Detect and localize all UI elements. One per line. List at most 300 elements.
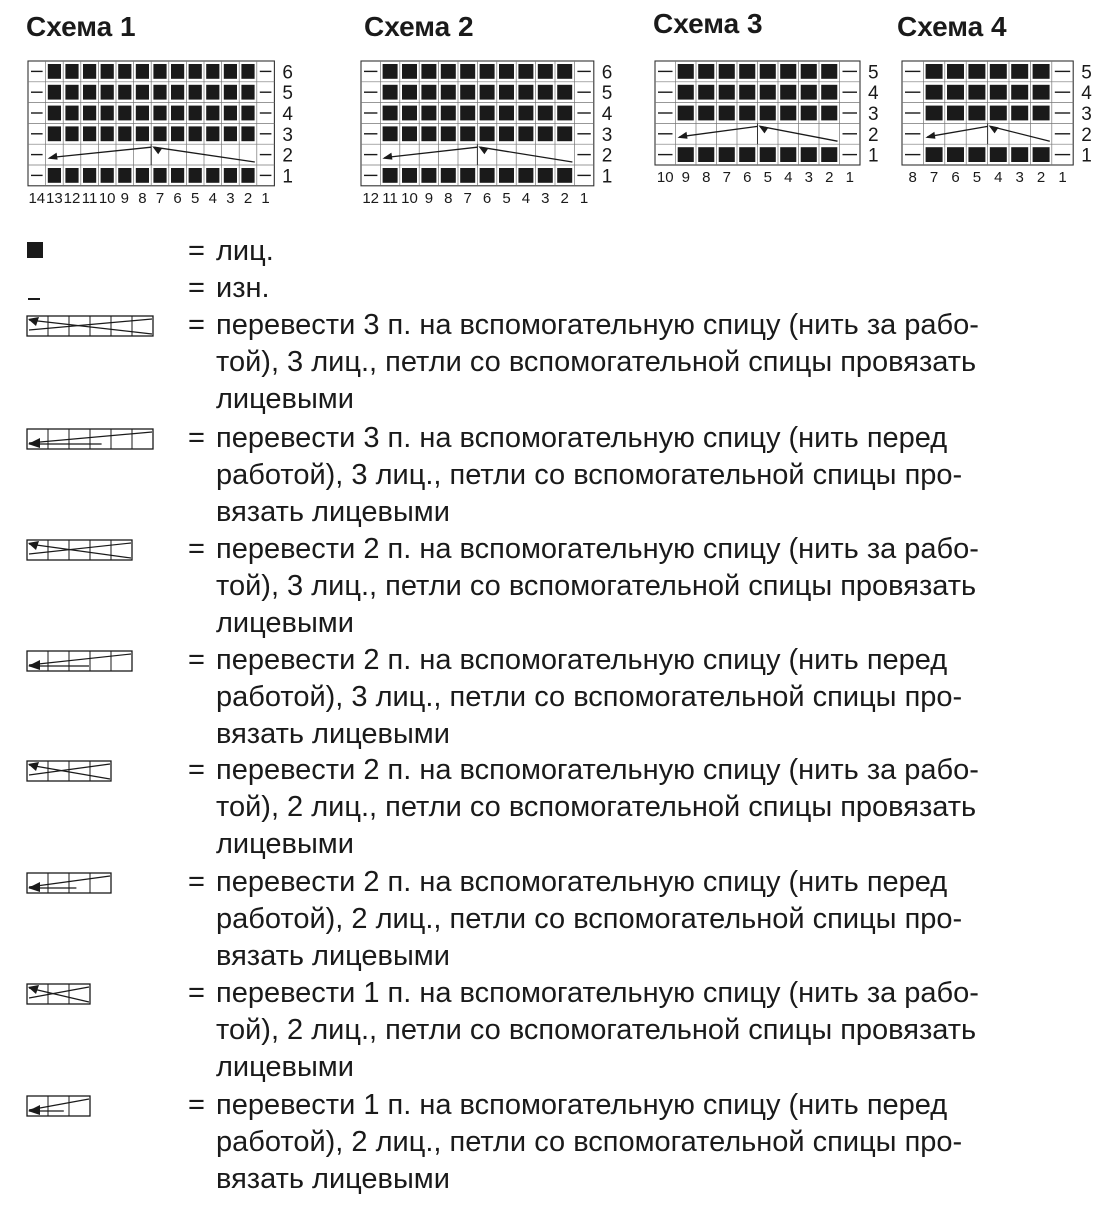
- knit-stitch: [801, 106, 817, 121]
- legend-description: [216, 270, 1100, 307]
- knit-stitch: [460, 126, 475, 141]
- knit-stitch: [926, 64, 943, 79]
- knit-stitch: [402, 168, 417, 183]
- legend-line: вязать лицевыми: [216, 1163, 450, 1195]
- knit-stitch: [557, 168, 572, 183]
- knit-stitch: [136, 85, 149, 100]
- cable-back-symbol-icon: [26, 983, 93, 1007]
- column-label: 6: [482, 189, 492, 207]
- legend-equals: =: [188, 235, 205, 267]
- knit-stitch: [1011, 147, 1028, 162]
- knit-stitch: [926, 106, 943, 121]
- knit-stitch: [189, 168, 202, 183]
- knit-stitch: [538, 168, 553, 183]
- knit-stitch: [224, 168, 237, 183]
- knit-stitch: [1033, 64, 1050, 79]
- knit-stitch: [678, 106, 694, 121]
- row-label: 6: [282, 62, 293, 84]
- legend-line: работой), 2 лиц., петли со вспомогательной спицы про-: [216, 1126, 963, 1158]
- legend-line: вязать лицевыми: [216, 496, 450, 528]
- knit-stitch: [947, 106, 964, 121]
- knit-stitch: [780, 64, 796, 79]
- legend-line: перевести 2 п. на вспомогательную спицу (нить перед: [216, 866, 948, 898]
- column-label: 12: [362, 189, 380, 207]
- column-label: 7: [463, 189, 472, 207]
- knit-stitch: [557, 64, 572, 79]
- cable-front-symbol-icon: [26, 650, 135, 674]
- legend-line: перевести 3 п. на вспомогательную спицу (нить за рабо-: [216, 309, 979, 341]
- row-label: 2: [282, 145, 293, 167]
- knit-stitch: [189, 64, 202, 79]
- knit-stitch: [1011, 85, 1028, 100]
- legend-equals: =: [188, 309, 205, 341]
- row-label: 4: [1081, 83, 1092, 105]
- knit-stitch: [780, 106, 796, 121]
- legend-description: [216, 420, 1100, 531]
- legend-line: той), 2 лиц., петли со вспомогательной спицы провязать: [216, 1014, 977, 1046]
- knit-stitch: [65, 106, 78, 121]
- column-label: 2: [560, 189, 569, 207]
- knit-stitch: [118, 106, 131, 121]
- knit-stitch: [224, 106, 237, 121]
- knit-stitch: [719, 147, 735, 162]
- knit-stitch: [421, 168, 436, 183]
- knit-stitch: [990, 106, 1007, 121]
- knit-stitch: [821, 147, 837, 162]
- legend-row: [26, 642, 1100, 753]
- knit-stitch: [480, 168, 495, 183]
- knit-stitch: [189, 126, 202, 141]
- knit-stitch: [241, 85, 254, 100]
- knit-stitch: [421, 126, 436, 141]
- knit-stitch: [171, 106, 184, 121]
- knit-square: [27, 242, 43, 258]
- column-label: 6: [173, 189, 182, 207]
- knit-stitch: [968, 106, 985, 121]
- legend-equals: =: [188, 272, 205, 304]
- legend-equals: =: [188, 644, 205, 676]
- knit-stitch: [224, 64, 237, 79]
- column-label: 7: [722, 169, 731, 186]
- knit-stitch: [1033, 106, 1050, 121]
- knit-stitch: [480, 126, 495, 141]
- row-label: 3: [282, 124, 293, 146]
- knit-stitch: [153, 126, 166, 141]
- knit-stitch: [48, 106, 61, 121]
- knit-stitch: [947, 64, 964, 79]
- column-label: 14: [28, 189, 46, 207]
- knit-stitch: [402, 106, 417, 121]
- knit-stitch: [926, 147, 943, 162]
- row-label: 2: [1081, 124, 1092, 146]
- knit-stitch: [383, 85, 398, 100]
- column-label: 8: [702, 169, 711, 186]
- row-label: 2: [601, 145, 613, 167]
- legend-row: [26, 975, 1100, 1086]
- row-label: 5: [601, 83, 613, 105]
- knit-stitch: [698, 106, 714, 121]
- legend-line: работой), 2 лиц., петли со вспомогательной спицы про-: [216, 903, 963, 935]
- knit-stitch: [678, 85, 694, 100]
- column-label: 12: [63, 189, 81, 207]
- legend-line: изн.: [216, 272, 270, 304]
- column-label: 8: [138, 189, 147, 207]
- row-label: 4: [282, 104, 293, 125]
- row-label: 5: [1081, 62, 1092, 84]
- knit-stitch: [171, 126, 184, 141]
- knit-symbol-icon: [26, 241, 46, 261]
- knit-stitch: [383, 106, 398, 121]
- cable-front-symbol-icon: [26, 1095, 93, 1119]
- scheme-1-title: Схема 1: [26, 11, 136, 42]
- knit-stitch: [719, 64, 735, 79]
- column-label: 3: [541, 189, 550, 207]
- knit-stitch: [383, 168, 398, 183]
- knit-stitch: [760, 64, 776, 79]
- knit-stitch: [153, 64, 166, 79]
- knit-stitch: [224, 85, 237, 100]
- row-label: 3: [601, 124, 613, 146]
- cable-box: [27, 540, 132, 560]
- column-label: 7: [155, 189, 165, 207]
- knit-stitch: [206, 64, 219, 79]
- row-label: 4: [868, 83, 879, 105]
- knit-stitch: [206, 85, 219, 100]
- knit-stitch: [698, 85, 714, 100]
- knit-stitch: [383, 126, 398, 141]
- legend-equals: =: [188, 866, 205, 898]
- knit-stitch: [206, 168, 219, 183]
- knit-stitch: [441, 126, 456, 141]
- column-label: 5: [972, 169, 982, 186]
- knit-stitch: [65, 85, 78, 100]
- knit-stitch: [538, 64, 553, 79]
- knit-stitch: [719, 106, 735, 121]
- knit-stitch: [947, 147, 964, 162]
- legend-line: той), 3 лиц., петли со вспомогательной спицы провязать: [216, 570, 977, 602]
- legend-row: [26, 307, 1100, 418]
- knit-stitch: [990, 147, 1007, 162]
- column-label: 11: [81, 189, 98, 207]
- knit-stitch: [441, 106, 456, 121]
- row-label: 2: [868, 124, 879, 146]
- column-label: 1: [579, 189, 589, 207]
- knit-stitch: [698, 64, 714, 79]
- legend-line: перевести 3 п. на вспомогательную спицу (нить перед: [216, 422, 948, 454]
- column-label: 5: [763, 169, 772, 186]
- knit-stitch: [557, 126, 572, 141]
- column-label: 10: [401, 189, 418, 207]
- knit-stitch: [460, 85, 475, 100]
- knit-stitch: [48, 64, 61, 79]
- knit-stitch: [518, 64, 533, 79]
- row-label: 5: [868, 62, 879, 84]
- cable-back-symbol-icon: [26, 539, 135, 563]
- row-label: 3: [1081, 104, 1092, 125]
- legend-equals: =: [188, 977, 205, 1009]
- knit-stitch: [557, 85, 572, 100]
- cable-back-symbol-icon: [26, 315, 156, 339]
- column-label: 9: [120, 189, 129, 207]
- legend-row: [26, 233, 1100, 270]
- knit-stitch: [947, 85, 964, 100]
- legend-description: [216, 975, 1100, 1086]
- legend-row: [26, 420, 1100, 531]
- legend-description: [216, 752, 1100, 863]
- knit-stitch: [1011, 64, 1028, 79]
- column-label: 4: [521, 189, 531, 207]
- knit-stitch: [153, 106, 166, 121]
- purl-symbol-icon: [26, 274, 46, 304]
- column-label: 4: [208, 189, 217, 207]
- cable-back-symbol-icon: [26, 760, 114, 784]
- knit-stitch: [101, 85, 114, 100]
- knit-stitch: [241, 106, 254, 121]
- knit-stitch: [65, 64, 78, 79]
- legend-line: работой), 3 лиц., петли со вспомогательной спицы про-: [216, 681, 963, 713]
- cable-front-symbol-icon: [26, 872, 114, 896]
- knit-stitch: [83, 64, 96, 79]
- knit-stitch: [171, 168, 184, 183]
- knit-stitch: [136, 64, 149, 79]
- column-label: 9: [424, 189, 434, 207]
- knit-stitch: [136, 126, 149, 141]
- knit-stitch: [402, 126, 417, 141]
- legend-row: [26, 270, 1100, 307]
- column-label: 4: [784, 169, 793, 186]
- knit-stitch: [65, 126, 78, 141]
- column-label: 10: [98, 189, 116, 207]
- knit-stitch: [968, 85, 985, 100]
- knit-stitch: [538, 106, 553, 121]
- legend-line: лицевыми: [216, 607, 354, 639]
- knit-stitch: [499, 126, 514, 141]
- knit-stitch: [739, 147, 755, 162]
- legend-equals: =: [188, 533, 205, 565]
- knit-stitch: [499, 106, 514, 121]
- row-label: 3: [868, 104, 879, 125]
- legend-line: перевести 1 п. на вспомогательную спицу (нить за рабо-: [216, 977, 979, 1009]
- knit-stitch: [801, 147, 817, 162]
- legend-line: лицевыми: [216, 1051, 354, 1083]
- knit-stitch: [118, 85, 131, 100]
- legend-equals: =: [188, 422, 205, 454]
- cable-front-symbol-icon: [26, 428, 156, 452]
- legend-line: перевести 1 п. на вспомогательную спицу (нить перед: [216, 1089, 948, 1121]
- knit-stitch: [739, 64, 755, 79]
- knit-stitch: [101, 64, 114, 79]
- knit-stitch: [83, 126, 96, 141]
- knit-stitch: [241, 168, 254, 183]
- knit-stitch: [518, 85, 533, 100]
- knit-stitch: [538, 85, 553, 100]
- knit-stitch: [48, 85, 61, 100]
- knit-stitch: [499, 85, 514, 100]
- column-label: 5: [191, 189, 200, 207]
- column-label: 2: [243, 189, 253, 207]
- column-label: 3: [226, 189, 235, 207]
- knit-stitch: [206, 126, 219, 141]
- knit-stitch: [118, 64, 131, 79]
- knit-stitch: [460, 106, 475, 121]
- knit-stitch: [557, 106, 572, 121]
- row-label: 1: [1081, 145, 1092, 167]
- knit-stitch: [518, 106, 533, 121]
- legend-equals: =: [188, 754, 205, 786]
- knit-stitch: [441, 168, 456, 183]
- column-label: 3: [804, 169, 813, 186]
- column-label: 7: [929, 169, 939, 186]
- knit-stitch: [153, 168, 166, 183]
- knit-stitch: [224, 126, 237, 141]
- knit-stitch: [48, 126, 61, 141]
- knit-stitch: [460, 64, 475, 79]
- column-label: 2: [825, 169, 834, 186]
- knit-stitch: [460, 168, 475, 183]
- legend-line: той), 3 лиц., петли со вспомогательной спицы провязать: [216, 346, 977, 378]
- knit-stitch: [136, 168, 149, 183]
- legend-line: перевести 2 п. на вспомогательную спицу (нить перед: [216, 644, 948, 676]
- legend-row: [26, 864, 1100, 975]
- knit-stitch: [118, 126, 131, 141]
- knit-stitch: [1033, 85, 1050, 100]
- knit-stitch: [499, 64, 514, 79]
- knit-stitch: [402, 85, 417, 100]
- knit-stitch: [241, 126, 254, 141]
- row-label: 4: [601, 104, 613, 125]
- column-label: 1: [845, 169, 854, 186]
- knit-stitch: [760, 85, 776, 100]
- knit-stitch: [1033, 147, 1050, 162]
- knit-stitch: [171, 64, 184, 79]
- legend-line: перевести 2 п. на вспомогательную спицу (нить за рабо-: [216, 754, 979, 786]
- scheme-4-title: Схема 4: [897, 11, 1007, 42]
- column-label: 6: [951, 169, 960, 186]
- scheme-2-title: Схема 2: [364, 11, 474, 42]
- scheme-4-chart: [902, 61, 1092, 186]
- knit-stitch: [171, 85, 184, 100]
- knit-stitch: [421, 85, 436, 100]
- knit-stitch: [1011, 106, 1028, 121]
- column-label: 3: [1015, 169, 1024, 186]
- legend-line: той), 2 лиц., петли со вспомогательной спицы провязать: [216, 791, 977, 823]
- knit-stitch: [65, 168, 78, 183]
- knit-stitch: [153, 85, 166, 100]
- knit-stitch: [118, 168, 131, 183]
- knit-stitch: [990, 64, 1007, 79]
- legend-description: [216, 864, 1100, 975]
- knit-stitch: [421, 64, 436, 79]
- knit-stitch: [780, 85, 796, 100]
- knit-stitch: [421, 106, 436, 121]
- knit-stitch: [801, 85, 817, 100]
- row-label: 1: [601, 166, 613, 188]
- knit-stitch: [241, 64, 254, 79]
- knit-stitch: [739, 106, 755, 121]
- knit-stitch: [926, 85, 943, 100]
- scheme-2-chart: [361, 61, 613, 207]
- knit-stitch: [101, 126, 114, 141]
- knit-stitch: [678, 64, 694, 79]
- knit-stitch: [968, 64, 985, 79]
- knit-stitch: [101, 168, 114, 183]
- scheme-3-chart: [655, 61, 879, 186]
- column-label: 6: [743, 169, 752, 186]
- knit-stitch: [206, 106, 219, 121]
- knit-stitch: [518, 126, 533, 141]
- knit-stitch: [821, 85, 837, 100]
- column-label: 8: [908, 169, 917, 186]
- legend-line: лицевыми: [216, 828, 354, 860]
- column-label: 11: [382, 189, 398, 207]
- knit-stitch: [780, 147, 796, 162]
- legend-line: работой), 3 лиц., петли со вспомогательной спицы про-: [216, 459, 963, 491]
- knit-stitch: [83, 85, 96, 100]
- knit-stitch: [441, 85, 456, 100]
- legend-line: вязать лицевыми: [216, 718, 450, 750]
- knit-stitch: [698, 147, 714, 162]
- column-label: 13: [46, 189, 63, 207]
- column-label: 5: [502, 189, 511, 207]
- knit-stitch: [538, 126, 553, 141]
- column-label: 1: [1058, 169, 1067, 186]
- knit-stitch: [990, 85, 1007, 100]
- knit-stitch: [678, 147, 694, 162]
- row-label: 1: [282, 166, 293, 188]
- knit-stitch: [48, 168, 61, 183]
- legend-line: лиц.: [216, 235, 274, 267]
- knit-stitch: [801, 64, 817, 79]
- legend-description: [216, 531, 1100, 642]
- knit-stitch: [821, 64, 837, 79]
- knit-stitch: [189, 106, 202, 121]
- legend-description: [216, 307, 1100, 418]
- knit-stitch: [480, 64, 495, 79]
- legend-description: [216, 1087, 1100, 1198]
- legend-line: перевести 2 п. на вспомогательную спицу (нить за рабо-: [216, 533, 979, 565]
- column-label: 2: [1036, 169, 1046, 186]
- scheme-3-title: Схема 3: [653, 8, 763, 39]
- knit-stitch: [441, 64, 456, 79]
- column-label: 10: [656, 169, 674, 186]
- knit-stitch: [739, 85, 755, 100]
- knit-stitch: [101, 106, 114, 121]
- legend-line: лицевыми: [216, 383, 354, 415]
- knit-stitch: [189, 85, 202, 100]
- legend-description: [216, 233, 1100, 270]
- column-label: 9: [681, 169, 690, 186]
- row-label: 5: [282, 83, 293, 105]
- column-label: 4: [994, 169, 1003, 186]
- cable-box: [27, 651, 132, 671]
- knit-stitch: [760, 147, 776, 162]
- legend-line: вязать лицевыми: [216, 940, 450, 972]
- legend-row: [26, 1087, 1100, 1198]
- knit-stitch: [821, 106, 837, 121]
- knit-stitch: [83, 168, 96, 183]
- knit-stitch: [760, 106, 776, 121]
- knit-stitch: [719, 85, 735, 100]
- knit-stitch: [480, 106, 495, 121]
- scheme-1-chart: [28, 61, 293, 207]
- legend-description: [216, 642, 1100, 753]
- legend-row: [26, 531, 1100, 642]
- row-label: 1: [868, 145, 879, 167]
- legend-equals: =: [188, 1089, 205, 1121]
- knit-stitch: [402, 64, 417, 79]
- knit-stitch: [518, 168, 533, 183]
- knit-stitch: [136, 106, 149, 121]
